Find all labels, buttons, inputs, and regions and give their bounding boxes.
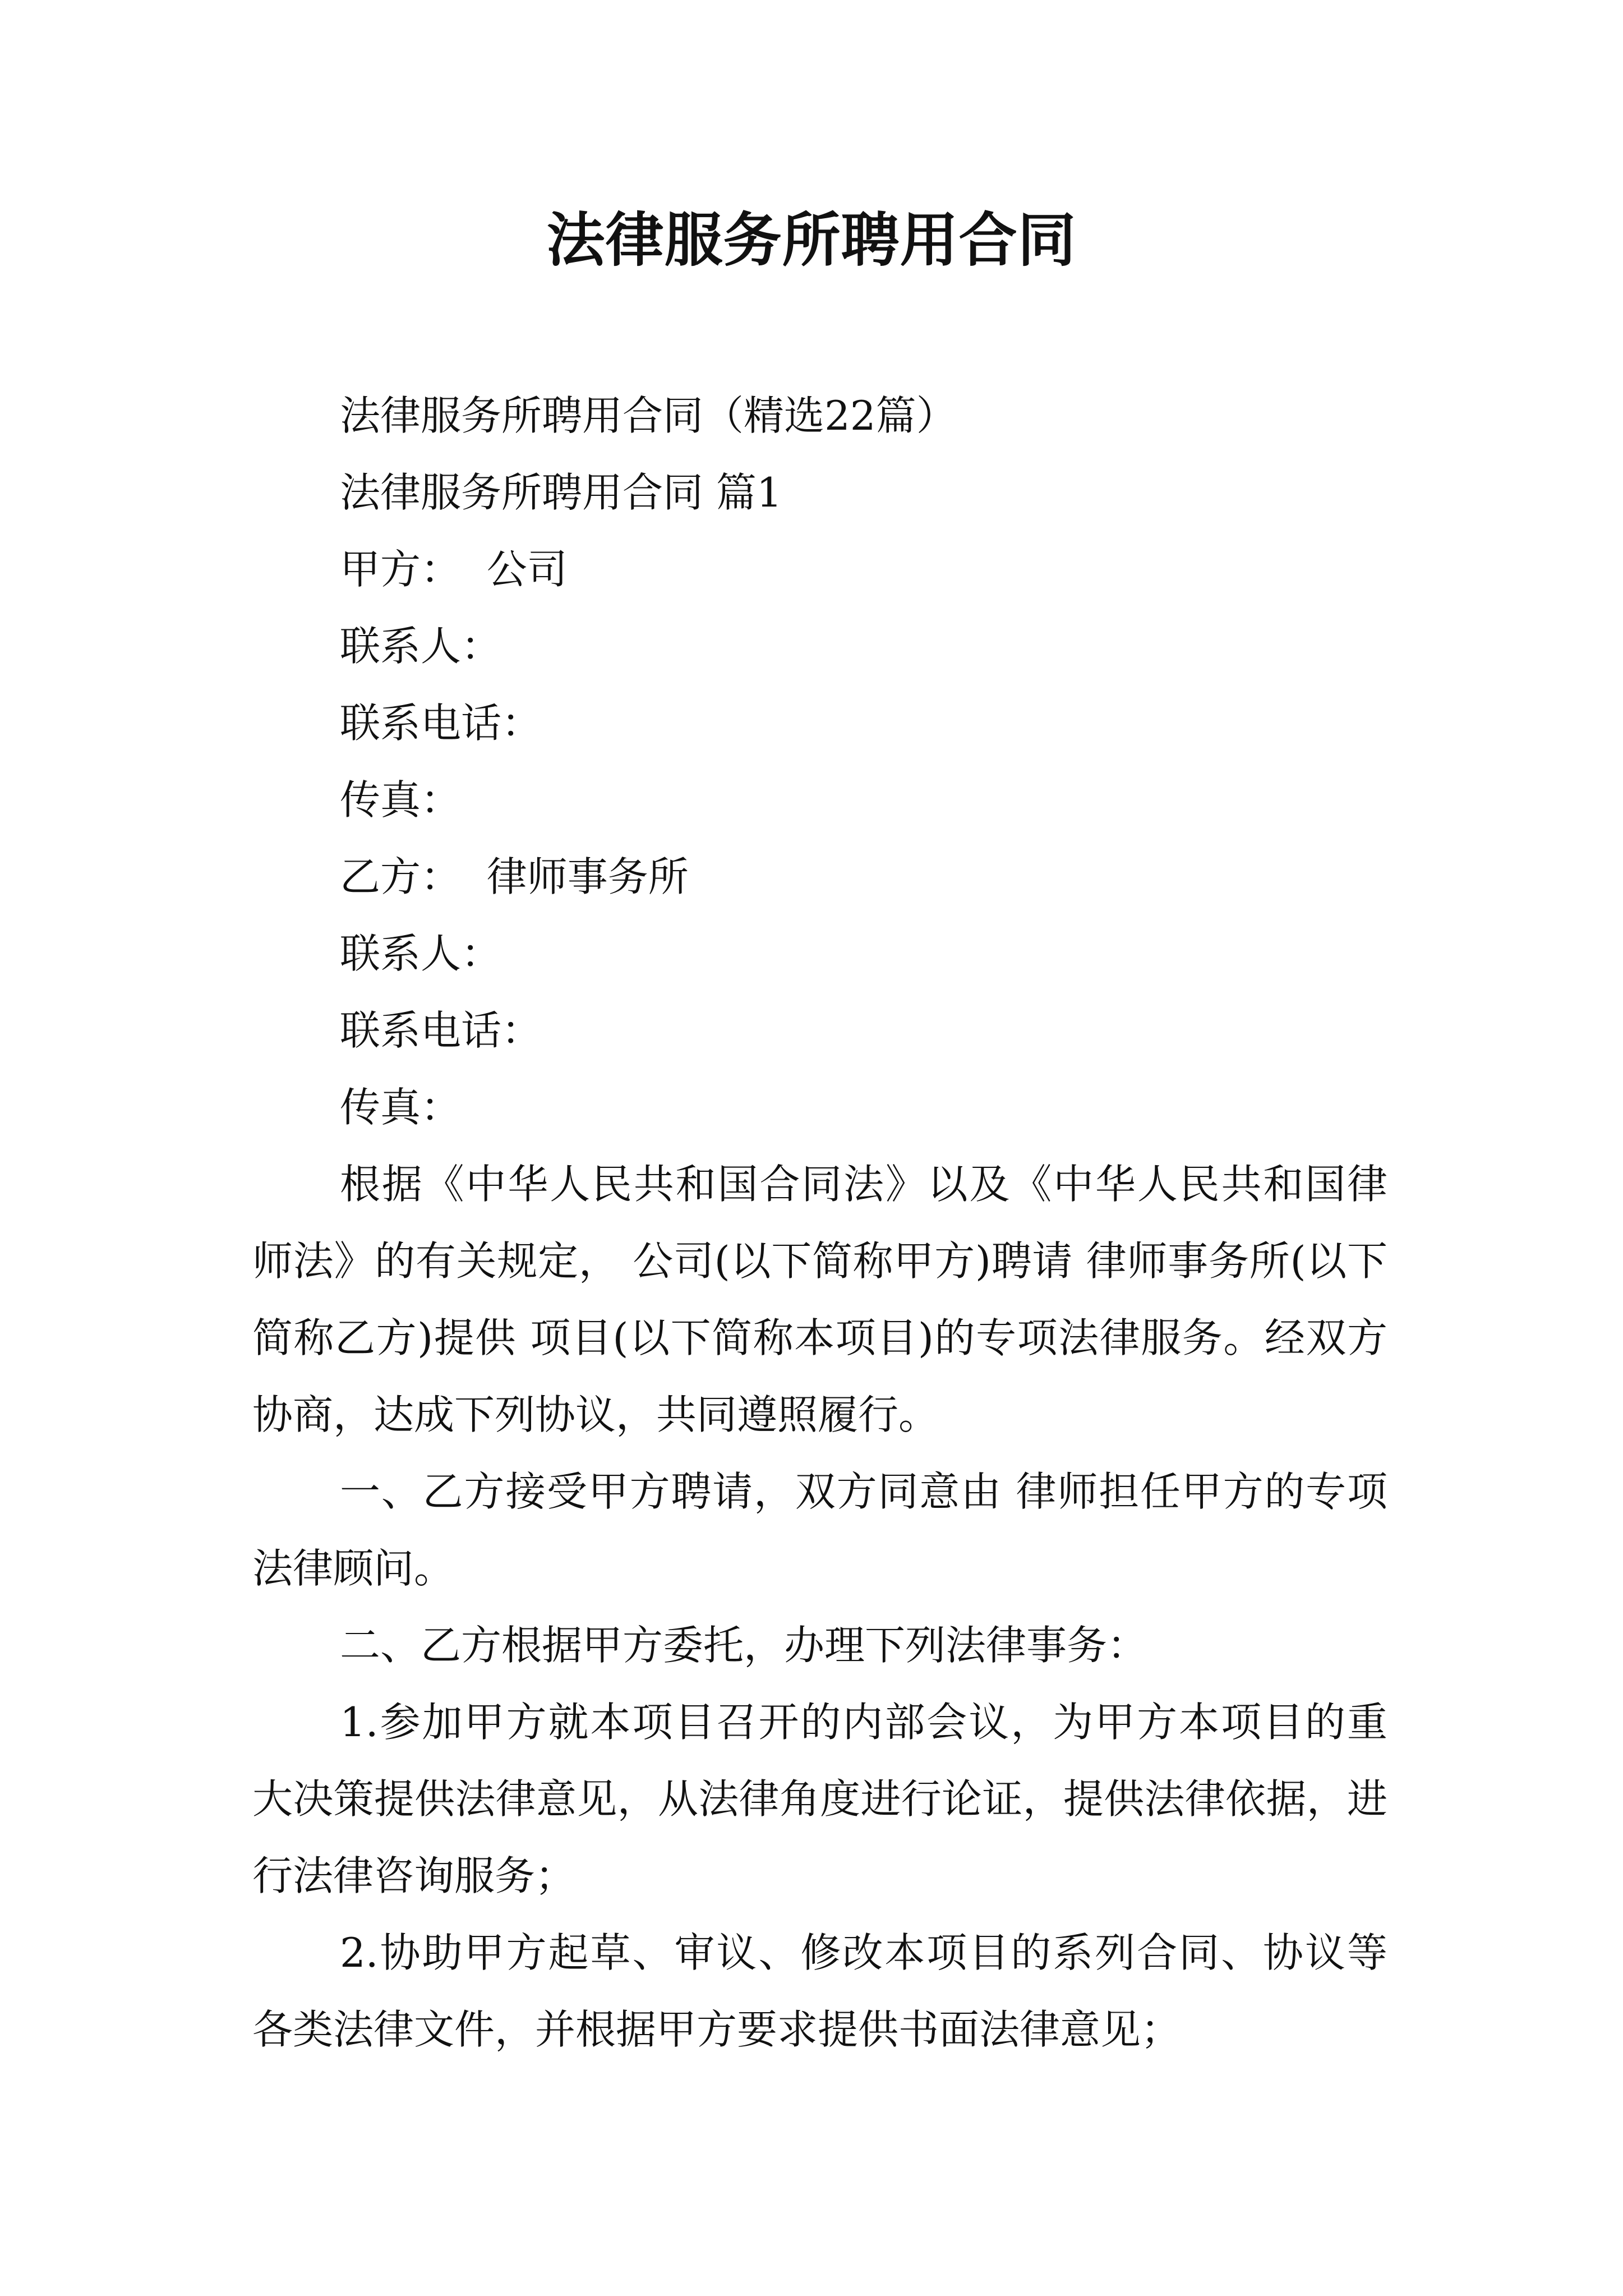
party-a-contact-line: 联系人： bbox=[340, 623, 502, 670]
party-b-line: 乙方： 律师事务所 bbox=[340, 853, 689, 900]
party-b-fax-line: 传真： bbox=[340, 1084, 462, 1131]
paragraph-clause-2: 二、乙方根据甲方委托，办理下列法律事务： bbox=[340, 1622, 1148, 1669]
paragraph-preamble: 根据《中华人民共和国合同法》以及《中华人民共和国律师法》的有关规定， 公司(以下简称甲方)聘请 律师事务所(以下简称乙方)提供 项目(以下简称本项目)的专项法律服务。经双方协商，达成下列协议，共同遵照履行。 bbox=[252, 1161, 1387, 1438]
paragraph-clause-1: 一、乙方接受甲方聘请，双方同意由 律师担任甲方的专项法律顾问。 bbox=[252, 1468, 1387, 1592]
paragraph-subtitle: 法律服务所聘用合同（精选22篇） bbox=[340, 392, 957, 439]
paragraph-section-heading: 法律服务所聘用合同 篇1 bbox=[340, 469, 782, 516]
paragraph-item-2: 2.协助甲方起草、审议、修改本项目的系列合同、协议等各类法律文件，并根据甲方要求提供书面法律意见； bbox=[252, 1929, 1387, 2053]
party-a-phone-line: 联系电话： bbox=[340, 700, 542, 747]
party-b-phone-line: 联系电话： bbox=[340, 1007, 542, 1054]
document-body bbox=[252, 378, 1387, 2068]
paragraph-item-1: 1.参加甲方就本项目召开的内部会议，为甲方本项目的重大决策提供法律意见，从法律角度进行论证，提供法律依据，进行法律咨询服务； bbox=[252, 1699, 1387, 1899]
party-a-fax-line: 传真： bbox=[340, 776, 462, 823]
party-b-contact-line: 联系人： bbox=[340, 930, 502, 977]
document-title: 法律服务所聘用合同 bbox=[546, 206, 1077, 274]
party-a-line: 甲方： 公司 bbox=[340, 546, 568, 593]
